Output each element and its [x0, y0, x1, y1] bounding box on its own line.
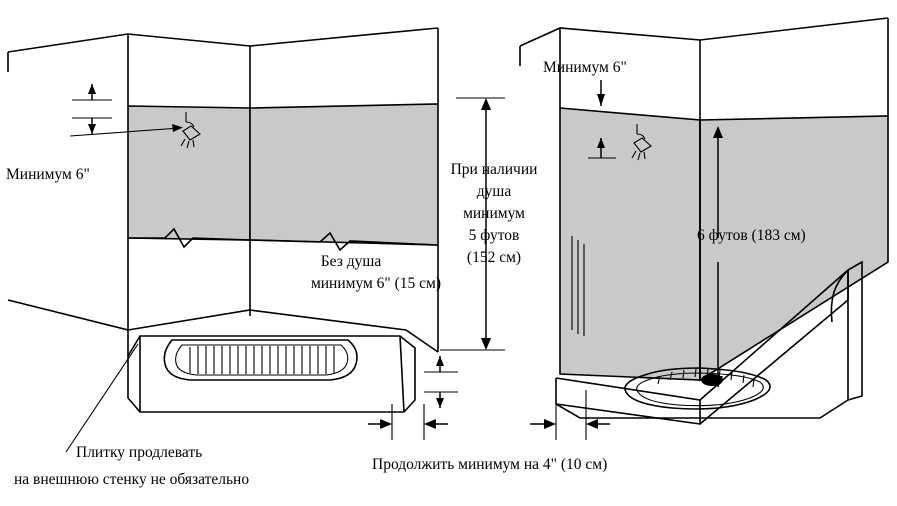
label-shower-line1: При наличии	[450, 161, 538, 178]
label-right-min6: Минимум 6"	[543, 59, 627, 76]
bathtub	[128, 336, 415, 412]
label-shower-line5: (152 см)	[466, 249, 522, 266]
dim-right-min6	[597, 80, 605, 106]
right-scene-shower	[520, 18, 888, 424]
label-no-shower-line2: минимум 6" (15 см)	[310, 275, 442, 292]
left-scene-tub	[8, 28, 438, 452]
label-bottom-note-line1: Плитку продлевать	[76, 444, 203, 461]
dim-bottom-left-4in	[368, 404, 448, 440]
label-shower-line3: минимум	[463, 205, 525, 222]
label-left-min6: Минимум 6"	[6, 166, 90, 183]
label-extend-4in: Продолжить минимум на 4" (10 см)	[372, 456, 608, 473]
label-shower-line2: душа	[476, 183, 512, 200]
dim-bottom-right-4in	[530, 390, 610, 440]
label-six-feet: 6 футов (183 см)	[697, 227, 806, 244]
dim-left-min6	[72, 84, 112, 134]
label-no-shower-line1: Без душа	[320, 253, 382, 270]
label-bottom-note-line2: на внешнюю стенку не обязательно	[14, 471, 250, 488]
label-shower-line4: 5 футов	[468, 227, 520, 244]
